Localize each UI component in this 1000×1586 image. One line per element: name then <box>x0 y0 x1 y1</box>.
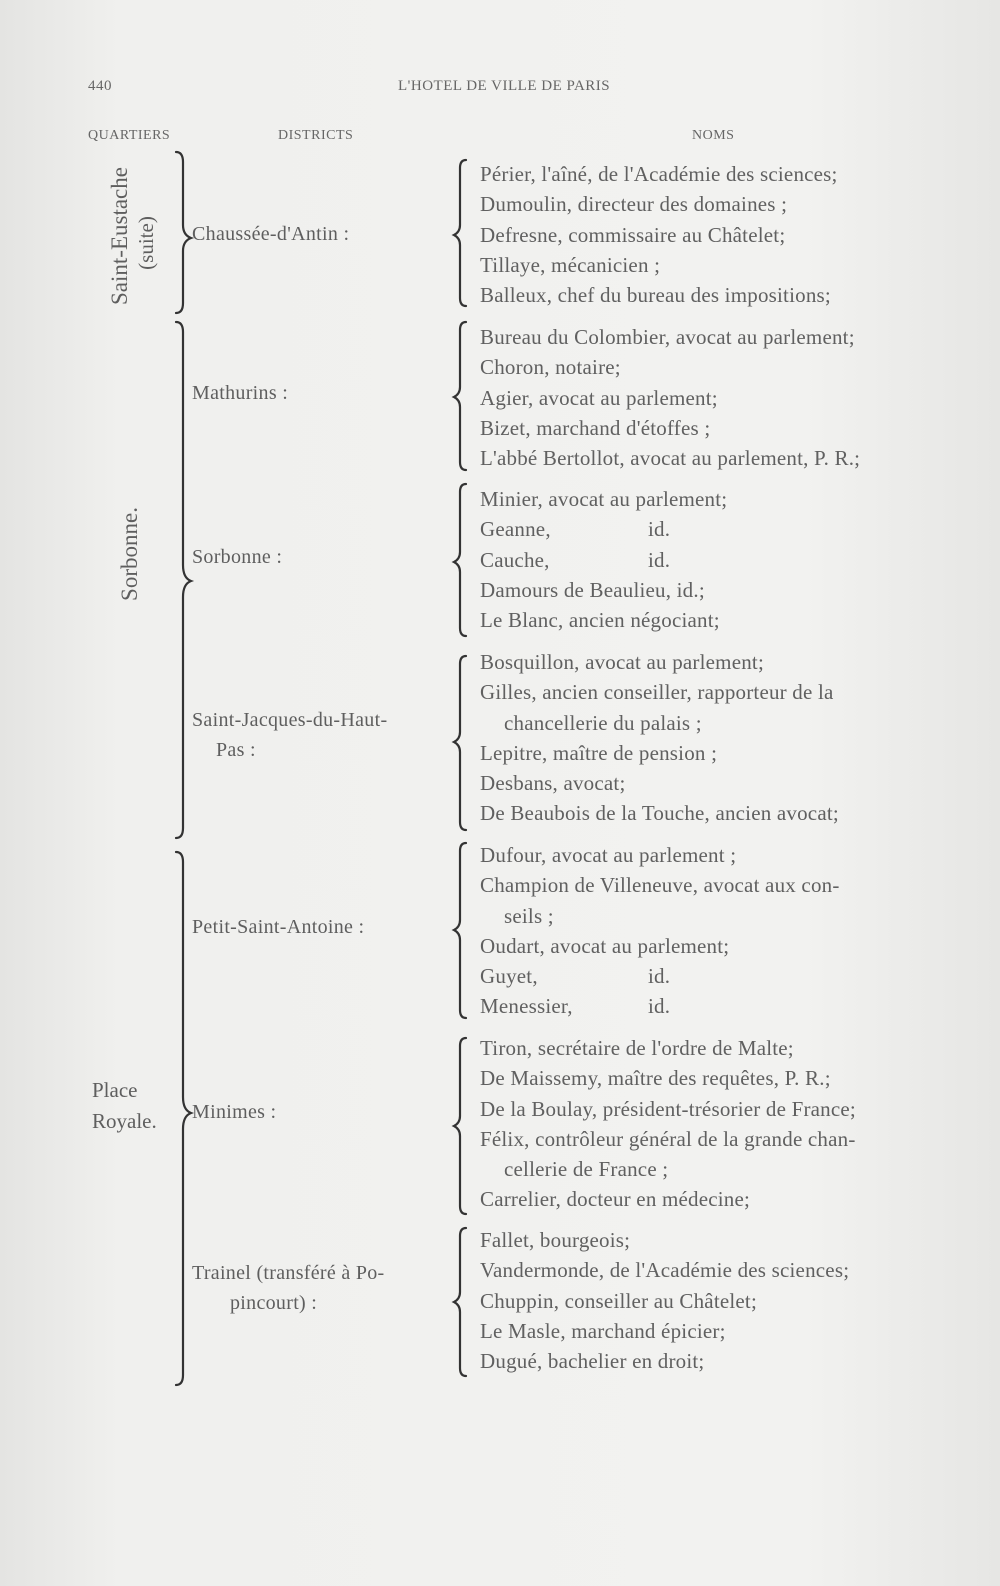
district-trainel <box>192 1258 385 1318</box>
name-entry: Bureau du Colombier, avocat au parlement; <box>480 325 855 349</box>
page-number: 440 <box>88 78 112 94</box>
idem-mark: id. <box>648 964 671 989</box>
name-entry <box>480 514 935 544</box>
quartier-place-royale <box>92 1075 157 1137</box>
names-minimes <box>480 1033 935 1215</box>
names-saint-jacques-du-haut-pas <box>480 647 935 829</box>
name-entry: Dumoulin, directeur des domaines ; <box>480 192 788 217</box>
name-text: Menessier, <box>480 994 573 1019</box>
district-saint-jacques-du-haut-pas <box>192 705 387 765</box>
name-entry: Vandermonde, de l'Académie des sciences; <box>480 1258 850 1283</box>
quartier-place-royale-line1: Place <box>92 1078 138 1102</box>
name-entry: Oudart, avocat au parlement; <box>480 933 730 958</box>
name-entry: Le Blanc, ancien négociant; <box>480 608 720 633</box>
name-entry: Lepitre, maître de pension ; <box>480 740 718 765</box>
district-minimes: Minimes : <box>192 1101 277 1123</box>
idem-mark: id. <box>648 547 671 572</box>
name-entry: Périer, l'aîné, de l'Académie des sciences; <box>480 162 838 186</box>
name-entry-continuation: cellerie de France ; <box>504 1157 669 1182</box>
name-entry: Champion de Villeneuve, avocat aux con- <box>480 873 840 898</box>
district-petit-saint-antoine: Petit-Saint-Antoine : <box>192 916 365 938</box>
column-header-quartiers: QUARTIERS <box>88 128 171 143</box>
name-entry-continuation: chancellerie du palais ; <box>504 710 702 735</box>
idem-mark: id. <box>648 994 671 1019</box>
running-title: L'HOTEL DE VILLE DE PARIS <box>398 78 611 94</box>
name-entry: De Maissemy, maître des requêtes, P. R.; <box>480 1066 831 1091</box>
names-chaussee-d-antin <box>480 159 935 310</box>
name-entry: Tiron, secrétaire de l'ordre de Malte; <box>480 1036 794 1060</box>
names-mathurins <box>480 322 935 473</box>
name-entry: De Beaubois de la Touche, ancien avocat; <box>480 801 839 826</box>
district-label-line1: Trainel (transféré à Po- <box>192 1262 385 1284</box>
district-label-line2: pincourt) : <box>230 1292 318 1314</box>
district-label-line2: Pas : <box>216 739 256 761</box>
name-entry: Le Masle, marchand épicier; <box>480 1318 726 1343</box>
name-text: Cauche, <box>480 547 550 572</box>
idem-mark: id. <box>648 517 671 542</box>
district-label-line1: Saint-Jacques-du-Haut- <box>192 709 388 731</box>
name-entry: Defresne, commissaire au Châtelet; <box>480 222 786 247</box>
name-entry <box>480 991 935 1021</box>
name-entry: Dufour, avocat au parlement ; <box>480 843 737 867</box>
district-chaussee-d-antin: Chaussée-d'Antin : <box>192 223 350 245</box>
names-sorbonne <box>480 484 935 635</box>
name-entry: Desbans, avocat; <box>480 771 626 796</box>
name-entry: Balleux, chef du bureau des impositions; <box>480 283 831 308</box>
name-entry: Gilles, ancien conseiller, rapporteur de la <box>480 680 834 705</box>
name-entry: Damours de Beaulieu, id.; <box>480 577 705 602</box>
column-header-noms: NOMS <box>692 128 735 143</box>
names-petit-saint-antoine <box>480 840 935 1022</box>
name-entry: Choron, notaire; <box>480 355 621 380</box>
name-text: Guyet, <box>480 964 538 989</box>
district-mathurins: Mathurins : <box>192 382 289 404</box>
column-header-districts: DISTRICTS <box>278 128 354 143</box>
name-entry: L'abbé Bertollot, avocat au parlement, P. R.; <box>480 446 861 471</box>
name-entry: Minier, avocat au parlement; <box>480 487 728 511</box>
name-entry <box>480 545 935 575</box>
name-entry: De la Boulay, président-trésorier de France; <box>480 1096 856 1121</box>
district-sorbonne: Sorbonne : <box>192 546 283 568</box>
quartier-place-royale-line2: Royale. <box>92 1109 157 1133</box>
name-entry: Fallet, bourgeois; <box>480 1228 631 1252</box>
name-entry: Chuppin, conseiller au Châtelet; <box>480 1288 758 1313</box>
name-entry: Agier, avocat au parlement; <box>480 385 718 410</box>
name-entry: Carrelier, docteur en médecine; <box>480 1187 751 1212</box>
name-entry: Félix, contrôleur général de la grande chan- <box>480 1126 856 1151</box>
name-entry: Tillaye, mécanicien ; <box>480 252 661 277</box>
name-entry-continuation: seils ; <box>504 903 554 928</box>
name-entry: Dugué, bachelier en droit; <box>480 1349 705 1374</box>
name-entry <box>480 961 935 991</box>
quartier-note-suite: (suite) <box>134 216 158 270</box>
name-text: Geanne, <box>480 517 551 542</box>
name-entry: Bizet, marchand d'étoffes ; <box>480 415 711 440</box>
names-trainel <box>480 1225 935 1376</box>
name-entry: Bosquillon, avocat au parlement; <box>480 650 764 674</box>
quartier-saint-eustache: Saint-Eustache <box>107 167 132 305</box>
quartier-sorbonne: Sorbonne. <box>117 507 142 601</box>
